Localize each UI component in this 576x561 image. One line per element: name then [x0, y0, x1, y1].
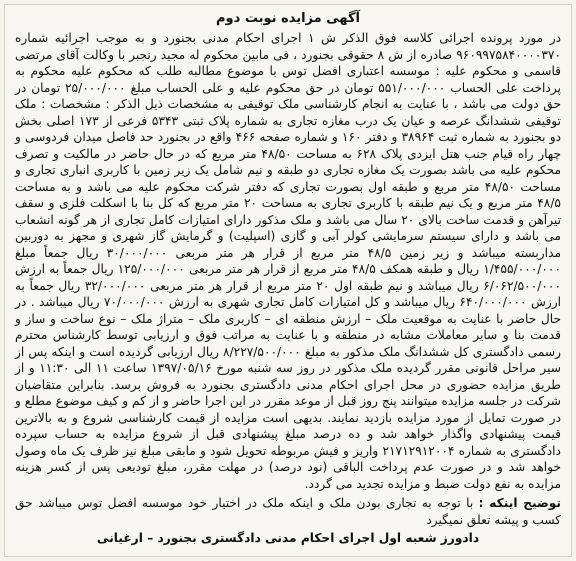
- notice-signature: دادورز شعبه اول اجرای احکام مدنی دادگستری بجنورد – ارغیانی: [96, 531, 480, 545]
- auction-notice: [4, 4, 572, 557]
- notice-body: در مورد پرونده اجرائی کلاسه فوق الذکر ش ۱ اجرای احکام مدنی بجنورد و به موجب اجرائیه شماره ۹۶۰۹۹۷۵۸۴۰۰۰۰۳۷۰ صادره از ش ۸ حقوقی بجنورد ، فی مابین محکوم له مجید رنجبر با وکالت آقای مرتضی قاسمی و محکوم علیه : موسسه اعتباری افضل توس با موضوع مطالبه طلب که محکوم علیه محکوم به پرداخت علی الحساب ۵۵۱/۰۰۰/۰۰۰ تومان در حق محکوم علیه و علی الحساب مبلغ ۲۵/۰۰۰/۰۰۰ تومان در حق دولت می باشد ، با عنایت به انجام کارشناسی ملک توقیفی به مشخصات ذیل الذکر : مشخصات : ملک توقیفی ششدانگ عرصه و عیان یک درب مغازه تجاری به شماره پلاک ثبتی ۵۳۴۳ فرعی از ۱۷۳ اصلی بخش دو بجنورد به شماره ثبت ۳۸۹۶۴ و دفتر ۱۶۰ و شماره صفحه ۴۶۶ واقع در بجنورد حد فاصل میدان فردوسی و چهار راه قیام جنب هتل ایزدی پلاک ۶۲۸ به مساحت ۴۸/۵۰ متر مربع که در حال حاضر در مالکیت و تصرف محکوم علیه می باشد بصورت یک مغازه تجاری دو طبقه و نیم شامل یک زیر زمین با کاربری انباری تجاری و مساحت ۴۸/۵۰ متر مربع و طبقه اول بصورت تجاری که دفتر شرکت محکوم علیه می باشد و به مساحت ۴۸/۵ متر مربع و یک نیم طبقه با کاربری تجاری به مساحت ۲۰ متر مربع که کل بنا با اسکلت فلزی و سقف تیرآهن و قدمت ساخت بالای ۲۰ سال می باشد و ملک مذکور دارای امتیازات کامل تجاری از هر گونه انشعاب می باشد و دارای سیستم سرمایشی کولر آبی و گازی (اسپلیت) و گرمایش گاز شهری و مجهز به دوربین مداربسته میباشد و زیر زمین ۴۸/۵ متر مربع از قرار هر متر مربعی ۳۰/۰۰۰/۰۰۰ ریال جمعاً مبلغ ۱/۴۵۵/۰۰۰/۰۰۰ ریال و طبقه همکف ۴۸/۵ متر مربع از قرار هر متر مربعی ۱۲۵/۰۰۰/۰۰۰ ریال جمعاً به ارزش ۶/۰۶۲/۵۰۰/۰۰۰ ریال میباشد و نیم طبقه اول ۲۰ متر مربع از قرار هر متر مربعی ۳۲/۰۰۰/۰۰۰ ریال جمعاً به ارزش ۶۴۰/۰۰۰/۰۰۰ ریال میباشد و کل امتیازات کامل تجاری شهری به ارزش ۷۰/۰۰۰/۰۰۰ ریال میباشد . در حال حاضر با عنایت به موقعیت ملک – ارزش منطقه ای – کاربری ملک – متراژ ملک – نوع ساخت و ساز و قدمت بنا و سایر معاملات مشابه در منطقه و با عنایت به مراتب فوق و ارزیابی توسط کارشناس محترم رسمی دادگستری کل ششدانگ ملک مذکور به مبلغ ۸/۲۲۷/۵۰۰/۰۰۰ ریال ارزیابی گردیده است و اینکه پس از سیر مراحل قانونی مقرر گردیده ملک مذکور در روز سه شنبه مورخ ۱۳۹۷/۰۵/۱۶ ساعت ۱۱ الی ۱۱:۳۰ و از طریق مزایده حضوری در محل اجرای احکام مدنی دادگستری بجنورد به فروش برسد. بنابراین متقاضیان شرکت در جلسه مزایده میتوانند پنج روز قبل از موعد مقرر در این اجرا حاضر و از کم و کیف موضوع مطلع و در صورت تمایل از مورد مزایده بازدید نمایند. بدیهی است مزایده از قیمت کارشناسی شروع و به بالاترین قیمت پیشنهادی واگذار خواهد شد و ده درصد مبلغ پیشنهادی قبل از شروع مزایده به حساب سپرده دادگستری به شماره ۲۱۷۱۲۹۱۲۰۰۴ واریز و فیش مربوطه تحویل شود و مابقی مبلغ نیز ظرف یک ماه وصول خواهد شد و در صورت عدم پرداخت الباقی (نود درصد) در مهلت مقرر، مبلغ تودیعی پس از کسر هزینه مزایده به نفع دولت ضبط و مزایده تجدید می گردد.: [15, 31, 562, 491]
- notice-title: آگهی مزایده نوبت دوم: [216, 11, 360, 26]
- note-text: با توجه به تجاری بودن ملک و اینکه ملک در اختیار خود موسسه افضل توس میباشد حق کسب و پیشه تعلق نمیگیرد: [15, 496, 561, 527]
- note-label: توضیح اینکه :: [478, 496, 562, 510]
- notice-note: [15, 495, 561, 528]
